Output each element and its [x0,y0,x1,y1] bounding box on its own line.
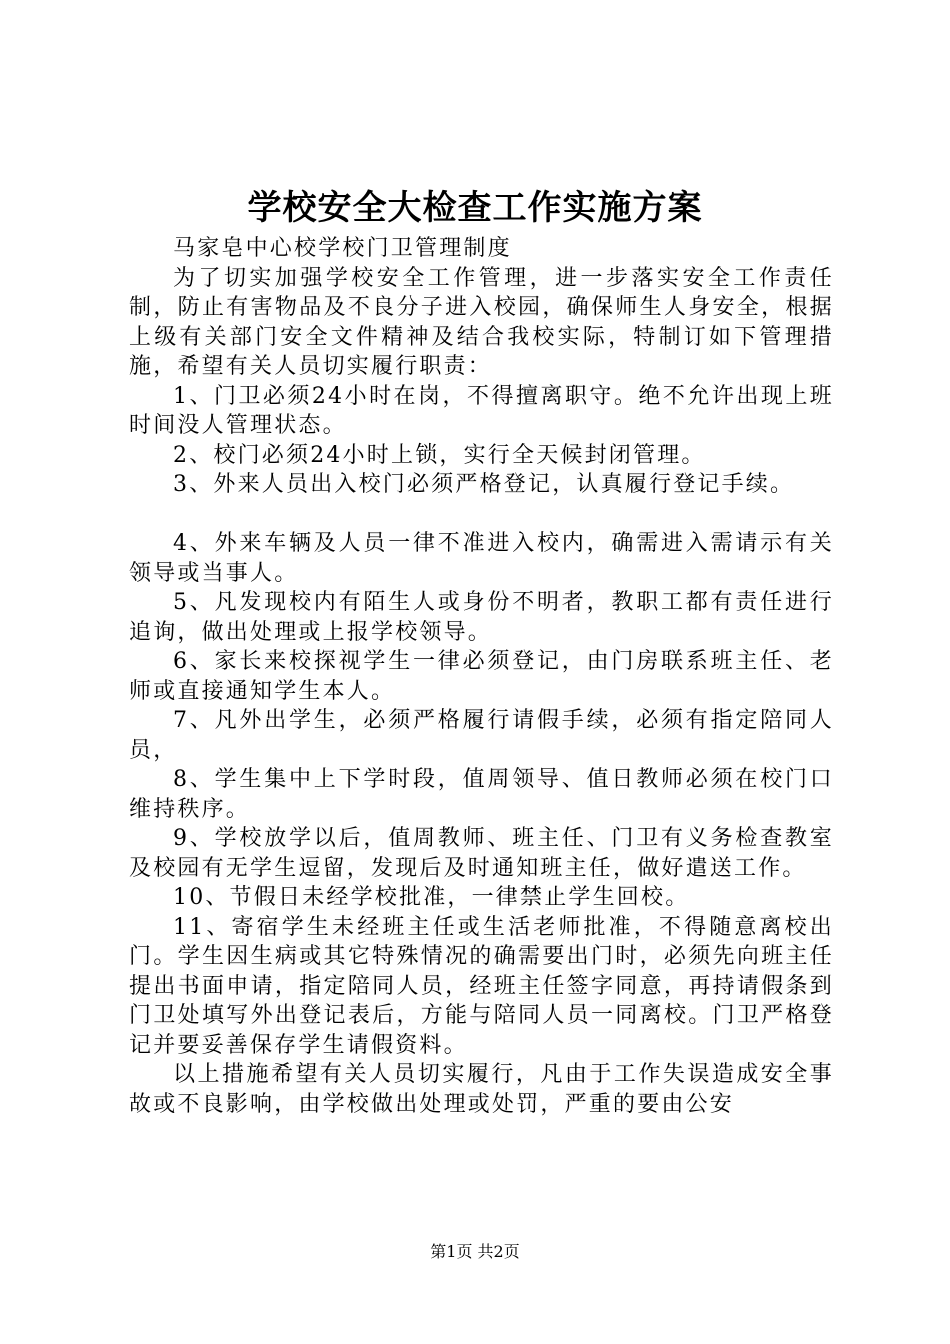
paragraph-item-8: 8、学生集中上下学时段，值周领导、值日教师必须在校门口维持秩序。 [129,767,834,822]
document-title: 学校安全大检查工作实施方案 [247,188,703,228]
paragraph-item-5: 5、凡发现校内有陌生人或身份不明者，教职工都有责任进行追询，做出处理或上报学校领导。 [129,590,834,645]
page-footer: 第1页 共2页 [430,1242,520,1261]
paragraph-item-7: 7、凡外出学生，必须严格履行请假手续，必须有指定陪同人员， [129,708,834,763]
paragraph-item-4: 4、外来车辆及人员一律不准进入校内，确需进入需请示有关领导或当事人。 [129,531,834,586]
document-body [129,234,834,1119]
paragraph-closing: 以上措施希望有关人员切实履行，凡由于工作失误造成安全事故或不良影响，由学校做出处理或处罚，严重的要由公安 [129,1062,834,1117]
paragraph-item-10: 10、节假日未经学校批准，一律禁止学生回校。 [173,885,690,910]
paragraph-item-2: 2、校门必须24小时上锁，实行全天候封闭管理。 [173,442,706,468]
paragraph-subtitle: 马家皂中心校学校门卫管理制度 [173,236,512,261]
paragraph-item-11: 11、寄宿学生未经班主任或生活老师批准，不得随意离校出门。学生因生病或其它特殊情况的确需要出门时，必须先向班主任提出书面申请，指定陪同人员，经班主任签字同意，再持请假条到门卫处填写外出登记表后，方能与陪同人员一同离校。门卫严格登记并要妥善保存学生请假资料。 [129,914,834,1058]
paragraph-item-6: 6、家长来校探视学生一律必须登记，由门房联系班主任、老师或直接通知学生本人。 [129,649,834,704]
paragraph-intro: 为了切实加强学校安全工作管理，进一步落实安全工作责任制，防止有害物品及不良分子进入校园，确保师生人身安全，根据上级有关部门安全文件精神及结合我校实际，特制订如下管理措施，希望有关人员切实履行职责： [129,265,834,379]
paragraph-item-1: 1、门卫必须24小时在岗，不得擅离职守。绝不允许出现上班时间没人管理状态。 [129,383,834,438]
paragraph-item-3: 3、外来人员出入校门必须严格登记，认真履行登记手续。 [173,472,795,497]
paragraph-item-9: 9、学校放学以后，值周教师、班主任、门卫有义务检查教室及校园有无学生逗留，发现后及时通知班主任，做好遣送工作。 [129,826,834,881]
